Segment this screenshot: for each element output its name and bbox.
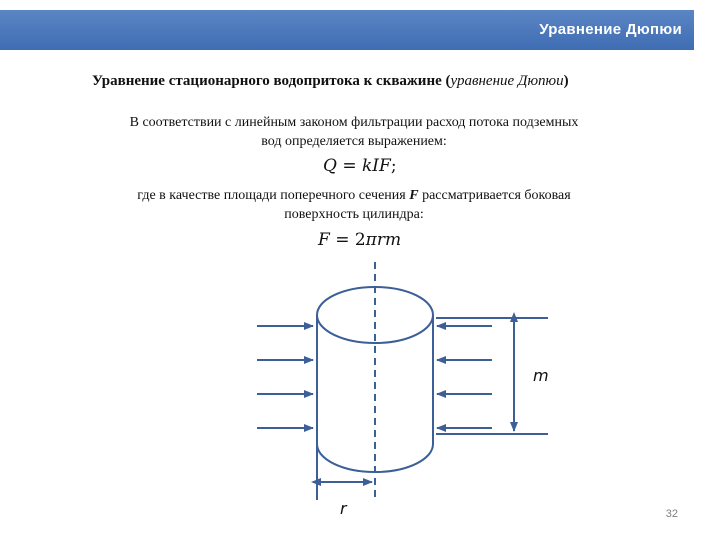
paragraph-line: вод определяется выражением: xyxy=(261,134,447,149)
symbol-f: F xyxy=(409,188,419,203)
formula-f: F xyxy=(318,230,330,250)
paragraph-line: В соответствии с линейным законом фильтрации расход потока подземных xyxy=(129,115,579,130)
formula-equals: = xyxy=(336,156,362,176)
header-title: Уравнение Дюпюи xyxy=(539,21,682,38)
page-number: 32 xyxy=(665,508,678,520)
slide-title-italic: уравнение Дюпюи xyxy=(450,73,564,89)
slide-title-main: Уравнение стационарного водопритока к скважине ( xyxy=(92,73,451,89)
paragraph-text: рассматривается боковая xyxy=(418,188,571,203)
formula-pi: π xyxy=(365,230,377,250)
paragraph-text: где в качестве площади поперечного сечения xyxy=(137,188,410,203)
formula-equals-two: = 2 xyxy=(329,230,366,250)
formula-rm: rm xyxy=(376,230,402,250)
formula-q: Q xyxy=(323,156,337,176)
formula-semicolon: ; xyxy=(390,156,397,176)
formula-kif: kIF xyxy=(362,156,391,176)
slide-title-end: ) xyxy=(563,73,569,89)
paragraph-line: поверхность цилиндра: xyxy=(284,207,424,222)
label-r: r xyxy=(340,499,347,518)
label-m: m xyxy=(533,366,549,385)
